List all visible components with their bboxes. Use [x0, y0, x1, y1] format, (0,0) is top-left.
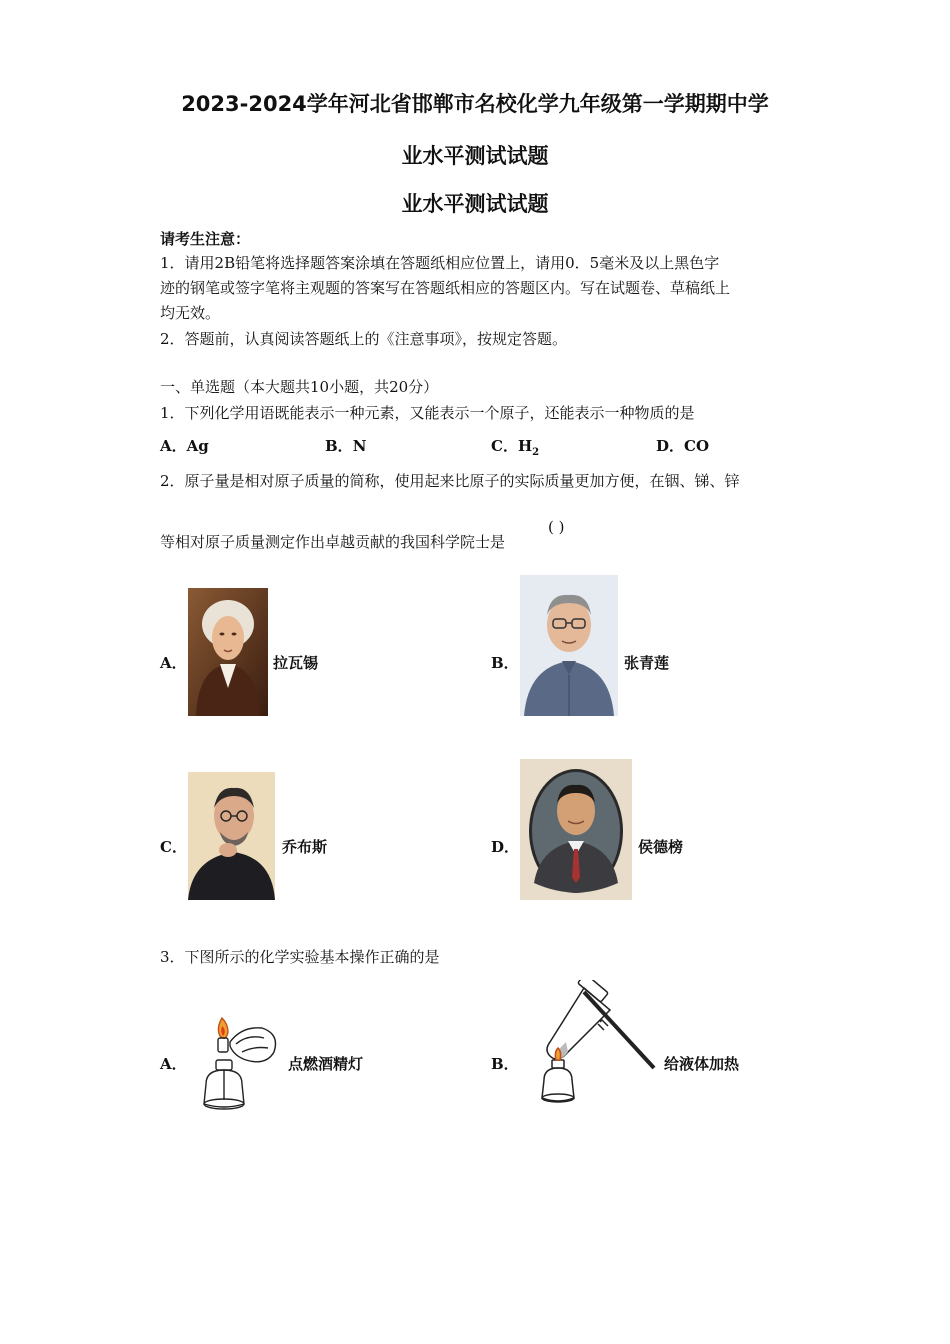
option-label: B．: [325, 437, 353, 455]
page-title-line2: 业水平测试试题: [401, 144, 549, 168]
q3-option-a-label[interactable]: A．: [160, 1055, 187, 1073]
alcohol-lamp-lighting-icon: [186, 1014, 282, 1114]
q2-option-d-label[interactable]: D．: [491, 838, 520, 856]
answer-blank: ( ): [548, 518, 565, 536]
hou-debang-portrait-icon: [520, 759, 632, 900]
lavoisier-portrait-icon: [188, 588, 268, 716]
question-1-stem: 1．下列化学用语既能表示一种元素，又能表示一个原子，还能表示一种物质的是: [160, 404, 695, 422]
notice-item1-line2: 迹的钢笔或签字笔将主观题的答案写在答题纸相应的答题区内。写在试题卷、草稿纸上: [160, 279, 731, 297]
q2-option-b-label[interactable]: B．: [491, 654, 519, 672]
q2-option-c-text: 乔布斯: [282, 838, 328, 856]
q2-option-a-label[interactable]: A．: [160, 654, 187, 672]
option-text: H: [517, 437, 533, 455]
option-text: Ag: [186, 437, 209, 455]
notice-item1-line3: 均无效。: [160, 304, 221, 322]
q1-option-a[interactable]: [160, 435, 209, 456]
jobs-portrait-icon: [188, 772, 275, 900]
q3-option-a-text: 点燃酒精灯: [288, 1055, 364, 1073]
option-text: N: [352, 437, 367, 455]
section-heading: 一、单选题（本大题共10小题，共20分）: [160, 378, 439, 396]
zhang-qinglian-portrait-icon: [520, 575, 618, 716]
question-2-stem-line1: 2．原子量是相对原子质量的简称，使用起来比原子的实际质量更加方便，在铟、锑、锌: [160, 472, 740, 490]
q1-option-b[interactable]: [325, 435, 366, 456]
question-3-stem: 3．下图所示的化学实验基本操作正确的是: [160, 948, 440, 966]
q3-option-b-label[interactable]: B．: [491, 1055, 519, 1073]
q2-option-a-text: 拉瓦锡: [273, 654, 319, 672]
q2-option-b-text: 张青莲: [624, 654, 670, 672]
option-text: CO: [684, 437, 710, 455]
page-title-line1: 2023-2024学年河北省邯郸市名校化学九年级第一学期期中学: [181, 92, 769, 116]
q1-option-d[interactable]: [656, 435, 709, 456]
q2-option-d-text: 侯德榜: [638, 838, 684, 856]
option-label: A．: [160, 437, 187, 455]
page-title-line3: 业水平测试试题: [401, 192, 549, 216]
question-2-stem-line2: 等相对原子质量测定作出卓越贡献的我国科学院士是: [160, 533, 506, 551]
notice-item1-line1: 1．请用2B铅笔将选择题答案涂填在答题纸相应位置上，请用0．5毫米及以上黑色字: [160, 254, 720, 272]
notice-heading: 请考生注意：: [160, 230, 251, 248]
option-label: D．: [656, 437, 685, 455]
q2-option-c-label[interactable]: C．: [160, 838, 187, 856]
test-tube-heating-icon: [528, 980, 660, 1112]
option-subscript: 2: [532, 447, 540, 458]
notice-item2: 2．答题前，认真阅读答题纸上的《注意事项》，按规定答题。: [160, 330, 568, 348]
option-label: C．: [491, 437, 518, 455]
q1-option-c[interactable]: [491, 435, 539, 458]
q3-option-b-text: 给液体加热: [664, 1055, 740, 1073]
